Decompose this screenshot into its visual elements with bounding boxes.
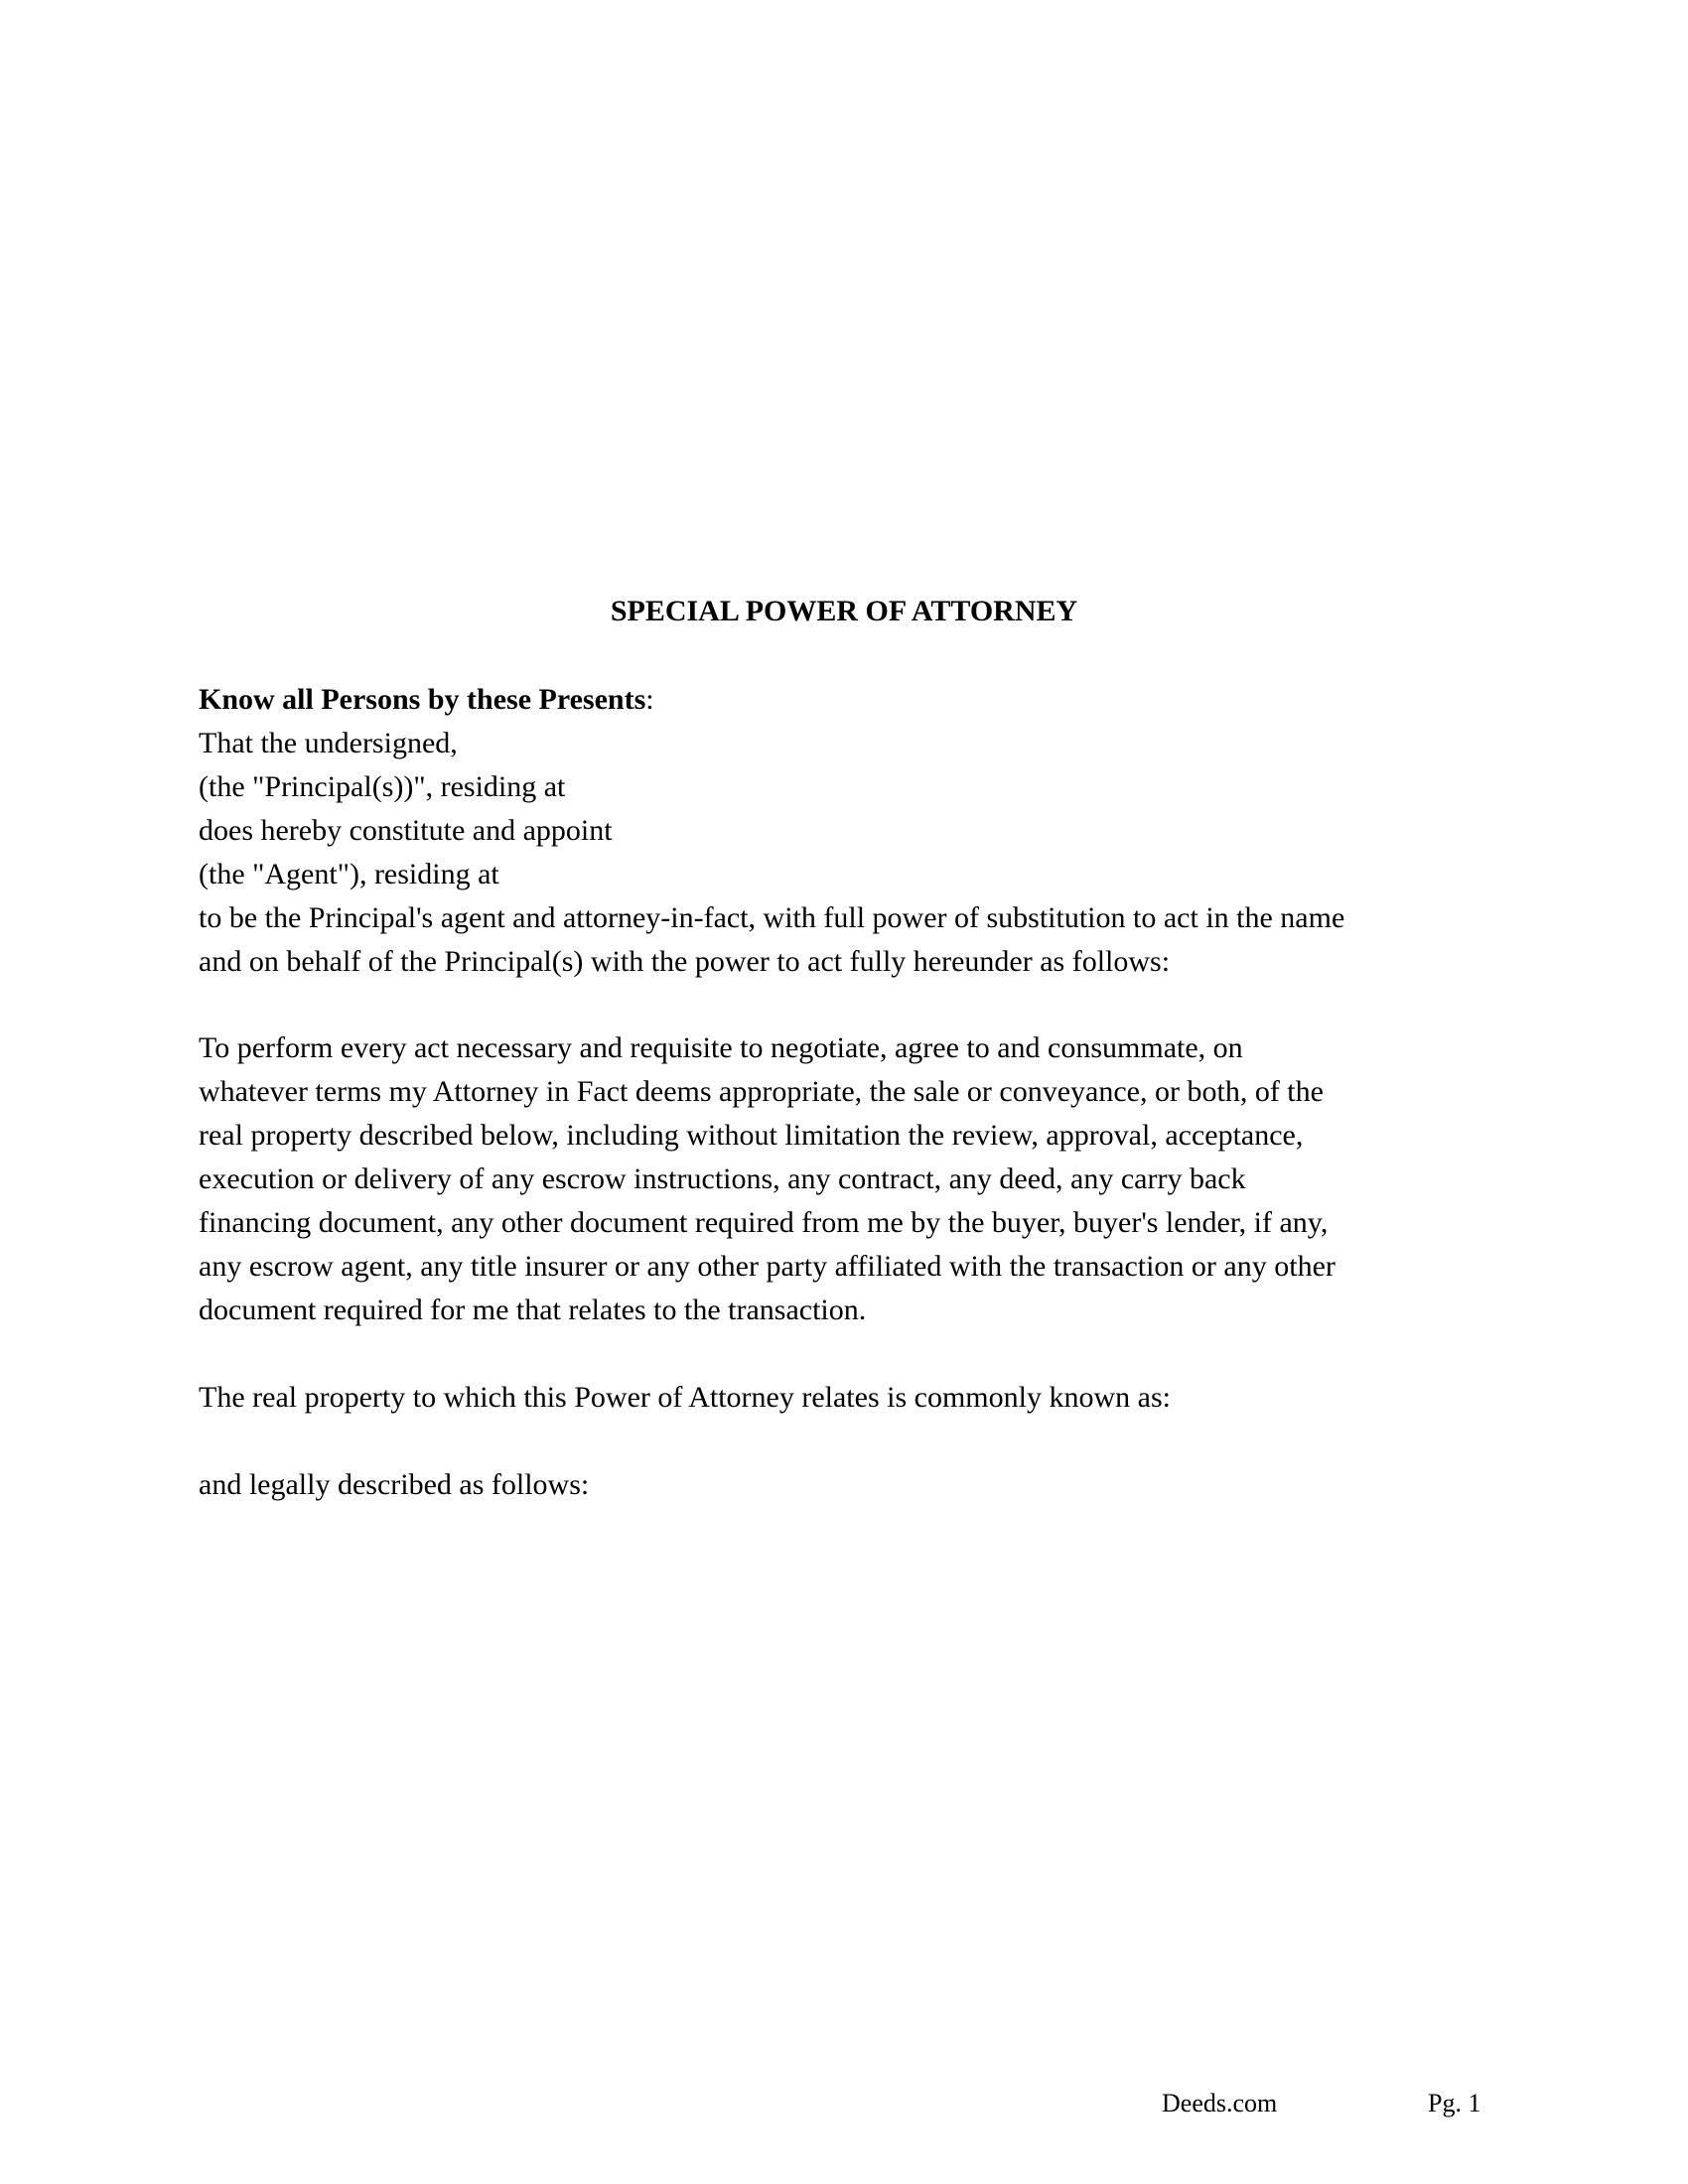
property-known-as-line: The real property to which this Power of Attorney relates is commonly known as: (199, 1381, 1171, 1414)
intro-line: (the "Principal(s))", residing at (199, 770, 566, 803)
intro-heading-line (199, 678, 1509, 722)
intro-line: does hereby constitute and appoint (199, 814, 613, 847)
powers-line: any escrow agent, any title insurer or any other party affiliated with the transaction or any other (199, 1250, 1336, 1283)
intro-heading-colon: : (645, 683, 654, 716)
intro-heading: Know all Persons by these Presents (199, 683, 646, 716)
powers-paragraph (199, 1026, 1509, 1332)
powers-line: financing document, any other document required from me by the buyer, buyer's lender, if any, (199, 1206, 1329, 1239)
footer-page-number: Pg. 1 (1428, 2089, 1481, 2117)
document-title: SPECIAL POWER OF ATTORNEY (610, 595, 1078, 627)
intro-line: That the undersigned, (199, 727, 458, 759)
legal-description-line: and legally described as follows: (199, 1468, 590, 1501)
intro-section (199, 678, 1509, 984)
powers-line: execution or delivery of any escrow instructions, any contract, any deed, any carry back (199, 1162, 1246, 1195)
powers-line: real property described below, including without limitation the review, approval, acceptance, (199, 1119, 1304, 1152)
footer-site-name: Deeds.com (1162, 2089, 1278, 2117)
intro-line: to be the Principal's agent and attorney-in-fact, with full power of substitution to act in the name (199, 901, 1345, 934)
intro-line: and on behalf of the Principal(s) with the power to act fully hereunder as follows: (199, 945, 1171, 978)
powers-line: whatever terms my Attorney in Fact deems appropriate, the sale or conveyance, or both, of the (199, 1075, 1324, 1108)
powers-line: document required for me that relates to the transaction. (199, 1294, 867, 1326)
powers-line: To perform every act necessary and requisite to negotiate, agree to and consummate, on (199, 1031, 1243, 1064)
legal-description-paragraph (199, 1463, 1509, 1507)
property-known-as-paragraph (199, 1376, 1509, 1420)
intro-line: (the "Agent"), residing at (199, 858, 499, 890)
